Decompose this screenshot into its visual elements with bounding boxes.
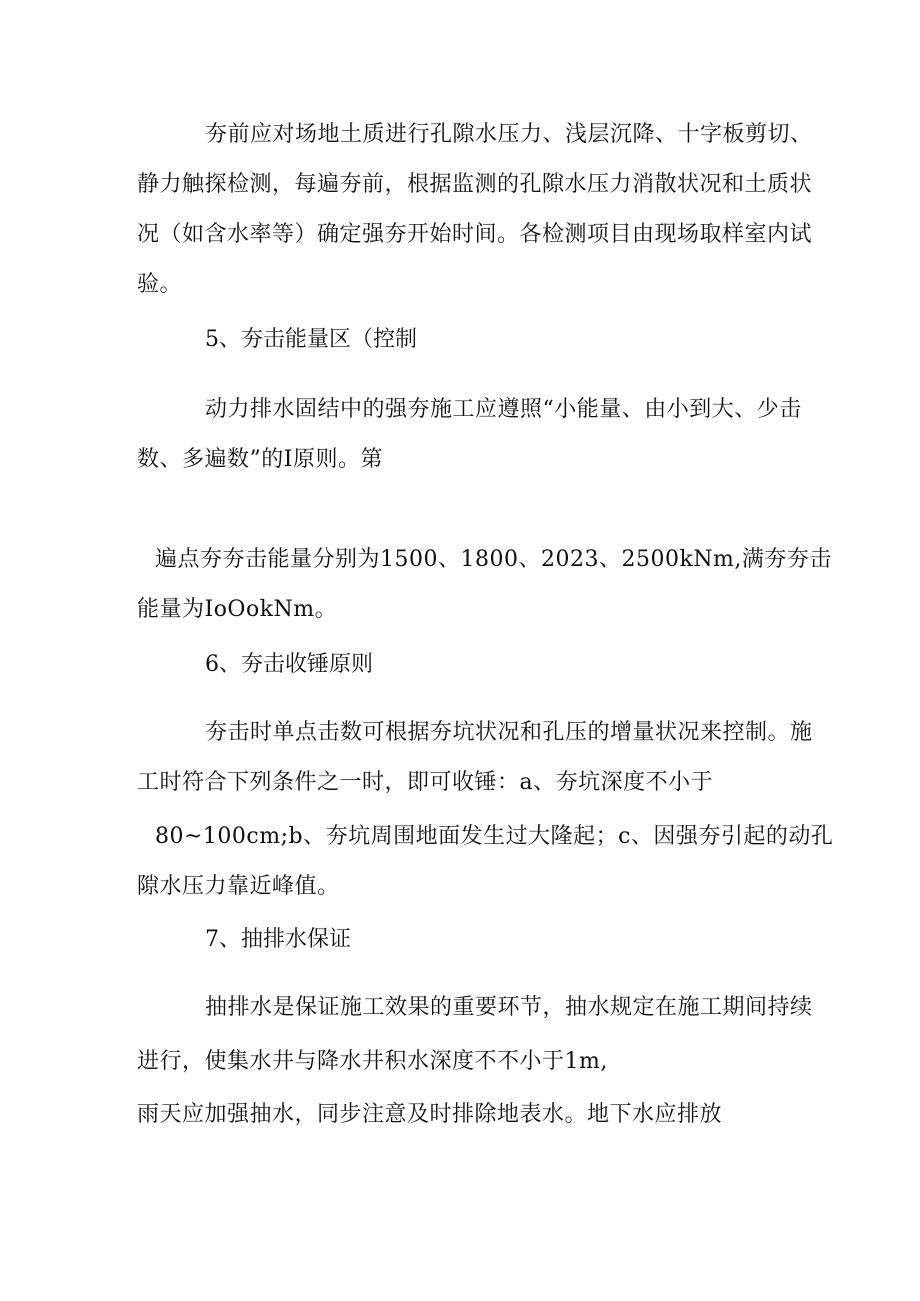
section-5-heading: 5、夯击能量区（控制 [205,327,417,352]
paragraph-1-line-3: 况（如含水率等）确定强夯开始时间。各检测项目由现场取样室内试 [137,222,813,247]
paragraph-1-line-2: 静力触探检测，每遍夯前，根据监测的孔隙水压力消散状况和土质状 [137,172,813,197]
paragraph-2-line-1: 动力排水固结中的强夯施工应遵照“小能量、由小到大、少击 [205,397,802,422]
paragraph-5-line-2: 进行，使集水井与降水井积水深度不不小于1m, [137,1049,608,1074]
section-7-heading: 7、抽排水保证 [205,927,351,952]
paragraph-5-line-3: 雨天应加强抽水，同步注意及时排除地表水。地下水应排放 [137,1102,723,1127]
paragraph-3-line-2: 能量为IoOokNm。 [137,597,338,622]
paragraph-1-line-1: 夯前应对场地土质进行孔隙水压力、浅层沉降、十字板剪切、 [205,122,813,147]
paragraph-5-line-1: 抽排水是保证施工效果的重要环节，抽水规定在施工期间持续 [205,995,813,1020]
section-6-heading: 6、夯击收锤原则 [205,652,373,677]
paragraph-3-line-1: 遍点夯夯击能量分别为1500、1800、2023、2500kNm,满夯夯击 [155,547,832,572]
paragraph-2-line-2: 数、多遍数”的I原则。第 [137,447,383,472]
paragraph-1-line-4: 验。 [137,272,183,297]
paragraph-4-line-1: 夯击时单点击数可根据夯坑状况和孔压的增量状况来控制。施 [205,720,813,745]
paragraph-4-line-4: 隙水压力靠近峰值。 [137,874,340,899]
paragraph-4-line-3: 80~100cm;b、夯坑周围地面发生过大隆起；c、因强夯引起的动孔 [155,824,834,849]
paragraph-4-line-2: 工时符合下列条件之一时，即可收锤：a、夯坑深度不小于 [137,770,714,795]
